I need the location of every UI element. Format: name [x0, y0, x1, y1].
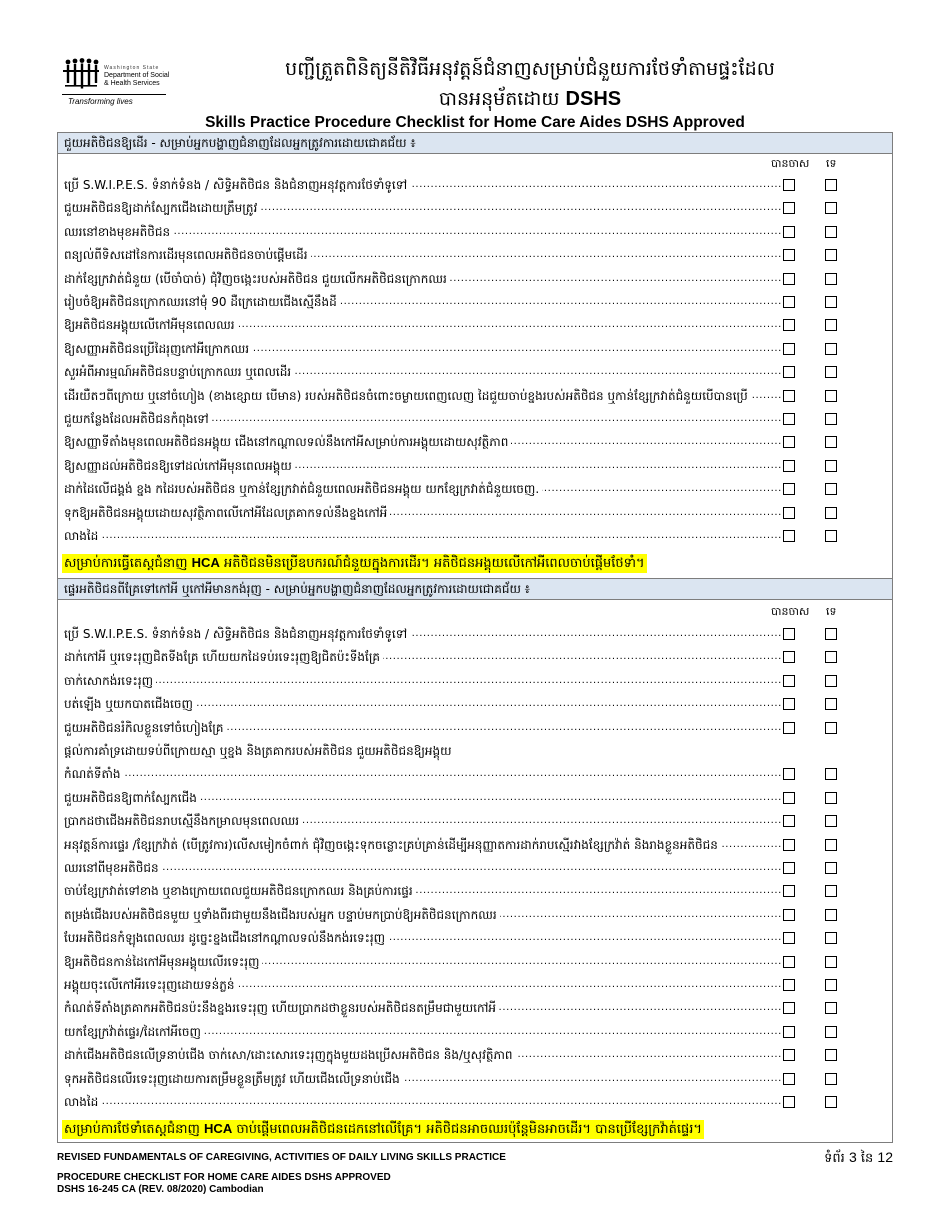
checklist-item-label: តម្រង់ជើងរបស់អតិថិជនមួយ ឬទាំងពីរជាមួយនឹងជើងរបស់អ្នក បន្ទាប់មកប្រាប់ឱ្យអតិថិជនក្រោកឈរ	[64, 908, 500, 922]
checklist-item-label: ប្រើ S.W.I.P.E.S. ទំនាក់ទំនង / សិទ្ធិអតិថិជន និងជំនាញអនុវត្តការថែទាំទូទៅ	[64, 627, 410, 641]
checklist-item-label: ឱ្យអតិថិជនអង្គុយលើកៅអីមុនពេលឈរ	[64, 318, 238, 332]
checklist-item	[64, 952, 784, 972]
checklist-item-label: អង្គុយចុះលើកៅអីរទេះរុញដោយទន់ភ្លន់	[64, 978, 238, 992]
section-1-note: សម្រាប់ការធ្វើតេស្តជំនាញ HCA អតិថិជនមិនប្រើឧបករណ៍ជំនួយក្នុងការដើរ។ អតិថិជនអង្គុយលើកៅអីពេលចាប់ផ្តើមថែទាំ។	[64, 555, 645, 571]
checklist-item-label: ពន្យល់ពីទិសដៅនៃការដើរមុនពេលអតិថិជនចាប់ផ្តើមដើរ	[64, 248, 311, 262]
checklist-item-label: ឱ្យសញ្ញាទីតាំងមុនពេលអតិថិជនអង្គុយ ជើងនៅកណ្តាលទល់នឹងកៅអីសម្រាប់ការអង្គុយដោយសុវត្ថិភាព	[64, 435, 511, 449]
no-checkbox[interactable]	[825, 862, 837, 874]
checklist-item-label: ជួយកន្លែងដែលអតិថិជនកំពុងទៅ	[64, 412, 212, 426]
title-english: Skills Practice Procedure Checklist for Home Care Aides DSHS Approved	[205, 114, 745, 131]
checklist-item	[64, 503, 784, 523]
checklist-item-label: ឱ្យអតិថិជនកាន់ដៃកៅអីមុនអង្គុយលើរទេះរុញ	[64, 955, 262, 969]
section-2-col-no: ទេ	[826, 605, 837, 618]
checklist-item	[64, 245, 784, 265]
checklist-item-label: ប្រាកដថាជើងអតិថិជនរាបស្មើនឹងកម្រាលមុនពេលឈរ	[64, 814, 302, 828]
pass-checkbox[interactable]	[783, 249, 795, 261]
checklist-item	[64, 479, 784, 499]
checklist-item	[64, 694, 784, 714]
checklist-item	[64, 526, 784, 546]
checklist-item-label: ជួយអតិថិជនឱ្យពាក់ស្បែកជើង	[64, 791, 200, 805]
page-number: ទំព័រ 3 នៃ 12	[824, 1149, 893, 1166]
checklist-item-label: សួរអំពីអារម្មណ៍អតិថិជនបន្ទាប់ក្រោកឈរ ឬពេលដើរ	[64, 365, 294, 379]
section-2-header: ផ្ទេរអតិថិជនពីគ្រែទៅកៅអី ឬកៅអីមានកង់រុញ - សម្រាប់អ្នកបង្ហាញជំនាញដែលអ្នកត្រូវការដោយជោគជ័យ ៖	[58, 578, 892, 600]
checklist-item	[64, 881, 784, 901]
checklist-item	[64, 788, 784, 808]
no-checkbox[interactable]	[825, 768, 837, 780]
pass-checkbox[interactable]	[783, 1096, 795, 1108]
pass-checkbox[interactable]	[783, 483, 795, 495]
checklist-item	[64, 858, 784, 878]
checklist-item	[64, 624, 784, 644]
no-checkbox[interactable]	[825, 839, 837, 851]
no-checkbox[interactable]	[825, 436, 837, 448]
pass-checkbox[interactable]	[783, 202, 795, 214]
checklist-item-label: ជួយអតិថិជនរំកិលខ្លួនទៅចំហៀងគ្រែ	[64, 721, 227, 735]
pass-checkbox[interactable]	[783, 909, 795, 921]
no-checkbox[interactable]	[825, 226, 837, 238]
checklist-item-label: អនុវត្តន៍ការផ្ទេរ /ខ្សែក្រវ៉ាត់ (បើត្រូវការ)លើសមៀកចំពាក់ ជុំវិញចង្កេះទុកចន្លោះគ្រប់គ្រាន់ដើម្បីអនុញ្ញាតការដាក់រាបស្មើរវាងខ្សែក្រវ៉ាត់ និងរាងខ្លួនអតិថិជន	[64, 838, 721, 852]
checklist-item-label: លាងដៃ	[64, 1095, 101, 1109]
no-checkbox[interactable]	[825, 956, 837, 968]
checklist-item-label: ចាក់សោកង់រទេះរុញ	[64, 674, 156, 688]
checklist-item	[64, 409, 784, 429]
checklist-item-label: លាងដៃ	[64, 529, 101, 543]
pass-checkbox[interactable]	[783, 768, 795, 780]
pass-checkbox[interactable]	[783, 815, 795, 827]
checklist-item	[64, 292, 784, 312]
no-checkbox[interactable]	[825, 249, 837, 261]
no-checkbox[interactable]	[825, 366, 837, 378]
checklist-item-label: ប្រើ S.W.I.P.E.S. ទំនាក់ទំនង / សិទ្ធិអតិថិជន និងជំនាញអនុវត្តការថែទាំទូទៅ	[64, 178, 410, 192]
no-checkbox[interactable]	[825, 628, 837, 640]
checklist-item-label: ទុកឱ្យអតិថិជនអង្គុយដោយសុវត្ថិភាពលើកៅអីដែលត្រគាកទល់នឹងខ្នងកៅអី	[64, 506, 390, 520]
pass-checkbox[interactable]	[783, 792, 795, 804]
logo-tagline: Transforming lives	[68, 97, 133, 106]
no-checkbox[interactable]	[825, 1026, 837, 1038]
logo-org-name: Washington State Department of Social & Health Services	[104, 65, 170, 87]
checklist-item-label: បែរអតិថិជនកំឡុងពេលឈរ ដូច្នេះខ្នងជើងនៅកណ្តាលទល់នឹងកង់រទេះរុញ	[64, 931, 388, 945]
checklist-item	[64, 741, 784, 761]
pass-checkbox[interactable]	[783, 226, 795, 238]
checklist-item	[64, 905, 784, 925]
no-checkbox[interactable]	[825, 507, 837, 519]
no-checkbox[interactable]	[825, 273, 837, 285]
footer-line-2: PROCEDURE CHECKLIST FOR HOME CARE AIDES DSHS APPROVED	[57, 1172, 391, 1183]
checklist-item-label: យកខ្សែក្រវ៉ាត់ផ្ទេរ/ដៃកៅអីចេញ	[64, 1025, 204, 1039]
pass-checkbox[interactable]	[783, 1002, 795, 1014]
pass-checkbox[interactable]	[783, 722, 795, 734]
pass-checkbox[interactable]	[783, 675, 795, 687]
pass-checkbox[interactable]	[783, 839, 795, 851]
pass-checkbox[interactable]	[783, 296, 795, 308]
no-checkbox[interactable]	[825, 460, 837, 472]
pass-checkbox[interactable]	[783, 698, 795, 710]
no-checkbox[interactable]	[825, 675, 837, 687]
pass-checkbox[interactable]	[783, 1073, 795, 1085]
checklist-item-label: ទុកអតិថិជនលើរទេះរុញដោយការតម្រឹមខ្លួនត្រឹមត្រូវ ហើយជើងលើទ្រនាប់ជើង	[64, 1072, 403, 1086]
checklist-item-label: កំណត់ទីតាំងត្រគាកអតិថិជនប៉ះនឹងខ្នងរទេះរុញ ហើយប្រាកដថាខ្លួនរបស់អតិថិជនតម្រឹមជាមួយកៅអី	[64, 1001, 499, 1015]
no-checkbox[interactable]	[825, 722, 837, 734]
checklist-item-label: បត់ឡើង ឬយកបាតជើងចេញ	[64, 697, 196, 711]
pass-checkbox[interactable]	[783, 319, 795, 331]
checklist-item	[64, 339, 784, 359]
pass-checkbox[interactable]	[783, 390, 795, 402]
checklist-item-label: ដើរយឺតៗពីក្រោយ ឬនៅចំហៀង (ខាងខ្សោយ បើមាន) របស់អតិថិជនចំពោះចម្ងាយពេញលេញ ដៃជួយចាប់ខ្នងរបស់អតិថិជន ឬកាន់ខ្សែក្រវាត់ជំនួយបើបានប្រើ	[64, 389, 751, 403]
checklist-item	[64, 718, 784, 738]
no-checkbox[interactable]	[825, 651, 837, 663]
dshs-logo	[62, 56, 170, 110]
checklist-item	[64, 432, 784, 452]
checklist-item	[64, 835, 784, 855]
no-checkbox[interactable]	[825, 1002, 837, 1014]
checklist-item-label: ឈរនៅខាងមុខអតិថិជន	[64, 225, 173, 239]
pass-checkbox[interactable]	[783, 956, 795, 968]
no-checkbox[interactable]	[825, 979, 837, 991]
checklist-item	[64, 315, 784, 335]
checklist-item	[64, 362, 784, 382]
checklist-item	[64, 386, 784, 406]
no-checkbox[interactable]	[825, 1073, 837, 1085]
section-1-col-pass: បានចាស	[771, 157, 810, 170]
pass-checkbox[interactable]	[783, 413, 795, 425]
checklist-item	[64, 998, 784, 1018]
no-checkbox[interactable]	[825, 909, 837, 921]
section-2-col-pass: បានចាស	[771, 605, 810, 618]
checklist-item	[64, 198, 784, 218]
checklist-item	[64, 175, 784, 195]
checklist-item-label: ដាក់ដៃលើជង្គង់ ខ្នង កដៃរបស់អតិថិជន ឬកាន់ខ្សែក្រវាត់ជំនួយពេលអតិថិជនអង្គុយ យកខ្សែក្រវាត់ជំនួយចេញ.	[64, 482, 542, 496]
no-checkbox[interactable]	[825, 698, 837, 710]
pass-checkbox[interactable]	[783, 436, 795, 448]
pass-checkbox[interactable]	[783, 932, 795, 944]
logo-divider	[62, 94, 166, 95]
no-checkbox[interactable]	[825, 1096, 837, 1108]
checklist-item-label: ផ្តល់ការគាំទ្រដោយទប់ពីក្រោយស្មា ឬខ្នង និងត្រគាករបស់អតិថិជន ជួយអតិថិជនឱ្យអង្គុយ	[64, 744, 455, 758]
title-khmer-line2: បានអនុម័តដោយ DSHS	[438, 88, 622, 110]
no-checkbox[interactable]	[825, 202, 837, 214]
footer-line-3: DSHS 16-245 CA (REV. 08/2020) Cambodian	[57, 1184, 264, 1195]
no-checkbox[interactable]	[825, 932, 837, 944]
checklist-item-label: ឱ្យសញ្ញាអតិថិជនប្រើដៃរុញកៅអីក្រោកឈរ	[64, 342, 252, 356]
checklist-item-label: ដាក់ខ្សែក្រវាត់ជំនួយ (បើចាំបាច់) ជុំវិញចង្កេះរបស់អតិថិជន ជួយលើកអតិថិជនក្រោកឈរ	[64, 272, 450, 286]
checklist-item	[64, 1092, 784, 1112]
checklist-item-label: រៀបចំឱ្យអតិថិជនក្រោកឈរនៅមុំ 90 ដឺក្រេដោយជើងស្មើនឹងដី	[64, 295, 340, 309]
no-checkbox[interactable]	[825, 885, 837, 897]
pass-checkbox[interactable]	[783, 885, 795, 897]
checklist-item	[64, 269, 784, 289]
pass-checkbox[interactable]	[783, 507, 795, 519]
pass-checkbox[interactable]	[783, 530, 795, 542]
dshs-logo-icon	[62, 58, 100, 92]
checklist-item	[64, 811, 784, 831]
no-checkbox[interactable]	[825, 343, 837, 355]
checklist-item	[64, 764, 784, 784]
no-checkbox[interactable]	[825, 179, 837, 191]
section-2-note: សម្រាប់ការថែទាំតេស្តជំនាញ HCA ចាប់ផ្តើមពេលអតិថិជនដេកនៅលើគ្រែ។ អតិថិជនអាចឈរប៉ុន្តែមិនអាចដើរ។ បានប្រើខ្សែក្រវ៉ាត់ផ្ទេរ។	[64, 1121, 702, 1137]
checklist-item	[64, 456, 784, 476]
no-checkbox[interactable]	[825, 815, 837, 827]
no-checkbox[interactable]	[825, 296, 837, 308]
pass-checkbox[interactable]	[783, 460, 795, 472]
pass-checkbox[interactable]	[783, 366, 795, 378]
checklist-item-label: ចាប់ខ្សែក្រវាត់ទៅខាង ឬខាងក្រោយពេលជួយអតិថិជនក្រោកឈរ និងគ្រប់ការផ្ទេរ	[64, 884, 416, 898]
checklist-item	[64, 647, 784, 667]
pass-checkbox[interactable]	[783, 979, 795, 991]
checklist-item-label: ដាក់កៅអី ឬរទេះរុញជិតទីងគ្រែ ហើយយកដៃទប់រទេះរុញឱ្យជិតប៉ះទីងគ្រែ	[64, 650, 383, 664]
checklist-item	[64, 1069, 784, 1089]
title-khmer-line1: បញ្ជីត្រួតពិនិត្យនីតិវិធីអនុវត្តន៍ជំនាញសម្រាប់ជំនួយការថែទាំតាមផ្ទះដែល	[285, 58, 775, 80]
checklist-item-label: ដាក់ជើងអតិថិជនលើទ្រនាប់ជើង ចាក់សោ/ដោះសោរទេះរុញក្នុងមួយដងប្រើសអតិថិជន និង/ឬសុវត្ថិភាព	[64, 1048, 516, 1062]
no-checkbox[interactable]	[825, 319, 837, 331]
checklist-item	[64, 1022, 784, 1042]
no-checkbox[interactable]	[825, 483, 837, 495]
checklist-item-label: ឱ្យសញ្ញាដល់អតិថិជនឱ្យទៅដល់កៅអីមុនពេលអង្គុយ	[64, 459, 295, 473]
checklist-item-label: ឈរនៅពីមុខអតិថិជន	[64, 861, 162, 875]
checklist-item	[64, 975, 784, 995]
no-checkbox[interactable]	[825, 390, 837, 402]
pass-checkbox[interactable]	[783, 1049, 795, 1061]
pass-checkbox[interactable]	[783, 343, 795, 355]
no-checkbox[interactable]	[825, 792, 837, 804]
pass-checkbox[interactable]	[783, 862, 795, 874]
pass-checkbox[interactable]	[783, 273, 795, 285]
checklist-item	[64, 928, 784, 948]
pass-checkbox[interactable]	[783, 179, 795, 191]
checklist-item-label: កំណត់ទីតាំង	[64, 767, 124, 781]
pass-checkbox[interactable]	[783, 1026, 795, 1038]
no-checkbox[interactable]	[825, 413, 837, 425]
pass-checkbox[interactable]	[783, 628, 795, 640]
checklist-item	[64, 222, 784, 242]
checklist-item	[64, 1045, 784, 1065]
no-checkbox[interactable]	[825, 530, 837, 542]
section-1-col-no: ទេ	[826, 157, 837, 170]
checklist-item	[64, 671, 784, 691]
checklist-item-label: ជួយអតិថិជនឱ្យដាក់ស្បែកជើងដោយត្រឹមត្រូវ	[64, 201, 260, 215]
no-checkbox[interactable]	[825, 1049, 837, 1061]
footer-line-1: REVISED FUNDAMENTALS OF CAREGIVING, ACTIVITIES OF DAILY LIVING SKILLS PRACTICE	[57, 1152, 506, 1163]
pass-checkbox[interactable]	[783, 651, 795, 663]
section-1-header: ជួយអតិថិជនឱ្យដើរ - សម្រាប់អ្នកបង្ហាញជំនាញដែលអ្នកត្រូវការដោយជោគជ័យ ៖	[58, 132, 892, 154]
